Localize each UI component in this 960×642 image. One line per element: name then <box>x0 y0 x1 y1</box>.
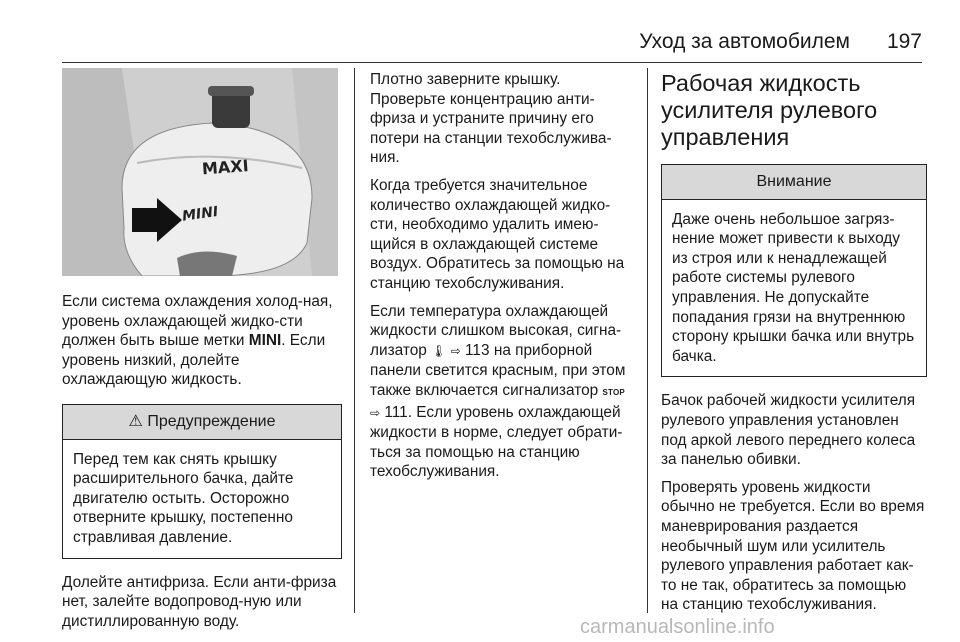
paragraph: Плотно заверните крышку. Проверьте концентрацию анти-фриза и устраните причину его потери на станции техобслужива-ния. <box>370 71 612 167</box>
section-title: Рабочая жидкость усилителя рулевого управления <box>661 70 878 150</box>
reference-arrow-icon: ⇨ <box>450 343 461 358</box>
paragraph: Когда требуется значительное количество охлаждающей жидко-сти, необходимо удалить имею-щийся в охлаждающей системе воздух. Обратитесь за помощью на станцию техобслуживания. <box>370 176 625 292</box>
coolant-tank-illustration <box>62 68 338 276</box>
paragraph: Если система охлаждения холод-ная, уровень охлаждающей жидко-сти должен быть выше метки MINI. Если уровень низкий, долейте охлаждающую жидкость. <box>62 293 333 389</box>
column-divider-1 <box>354 68 355 613</box>
column-1 <box>62 292 342 639</box>
page-reference: 113 <box>465 341 490 359</box>
header-title: Уход за автомобилем <box>639 30 850 53</box>
page-number: 197 <box>886 30 922 53</box>
max-mark: MAXI <box>201 156 250 179</box>
column-2 <box>370 70 636 490</box>
temperature-warning-icon: 🌡 <box>431 343 447 358</box>
stop-indicator-icon: STOP <box>602 387 625 397</box>
reference-arrow-icon: ⇨ <box>370 405 381 420</box>
warning-text: Перед тем как снять крышку расширительного бачка, дайте двигателю остыть. Осторожно отверните крышку, постепенно стравливая давление. <box>73 450 294 546</box>
notice-text: Даже очень небольшое загряз-нение может привести к выходу из строя или к ненадлежащей работе системы рулевого управления. Не допускайте попадания грязи на внутреннюю сторону крышки бачка или внутрь бачка. <box>672 210 915 365</box>
column-3 <box>661 70 927 623</box>
notice-box <box>661 164 927 377</box>
page-header <box>62 22 922 62</box>
header-rule <box>62 62 922 63</box>
paragraph: Бачок рабочей жидкости усилителя рулевого управления установлен под аркой левого переднего колеса за панелью обивки. <box>661 392 916 469</box>
paragraph: Если температура охлаждающей жидкости слишком высокая, сигна-лизатор 🌡 ⇨ 113 на приборной панели светится красным, при этом также включается сигнализатор STOP ⇨ 111. Если уровень охлаждающей жидкости в норме, следует обрати-ться за помощью на станцию техобслуживания. <box>370 302 626 481</box>
watermark: carmanualsonline.info <box>580 616 775 638</box>
warning-heading: ⚠ Предупреждение <box>63 405 341 440</box>
min-mark: MINI <box>181 203 220 225</box>
paragraph: Долейте антифриза. Если анти-фриза нет, залейте водопровод-ную или дистиллированную воду. <box>62 573 337 630</box>
page-reference: 111 <box>384 403 408 421</box>
column-divider-2 <box>647 68 648 613</box>
warning-icon: ⚠ <box>128 412 143 430</box>
warning-box <box>62 404 342 559</box>
coolant-tank-svg <box>62 68 338 276</box>
mini-label: MINI <box>248 332 282 350</box>
notice-heading: Внимание <box>662 165 926 200</box>
paragraph: Проверять уровень жидкости обычно не требуется. Если во время маневрирования раздается необычный шум или усилитель рулевого управления работает как-то не так, обратитесь за помощью на станцию техобслуживания. <box>661 478 925 614</box>
